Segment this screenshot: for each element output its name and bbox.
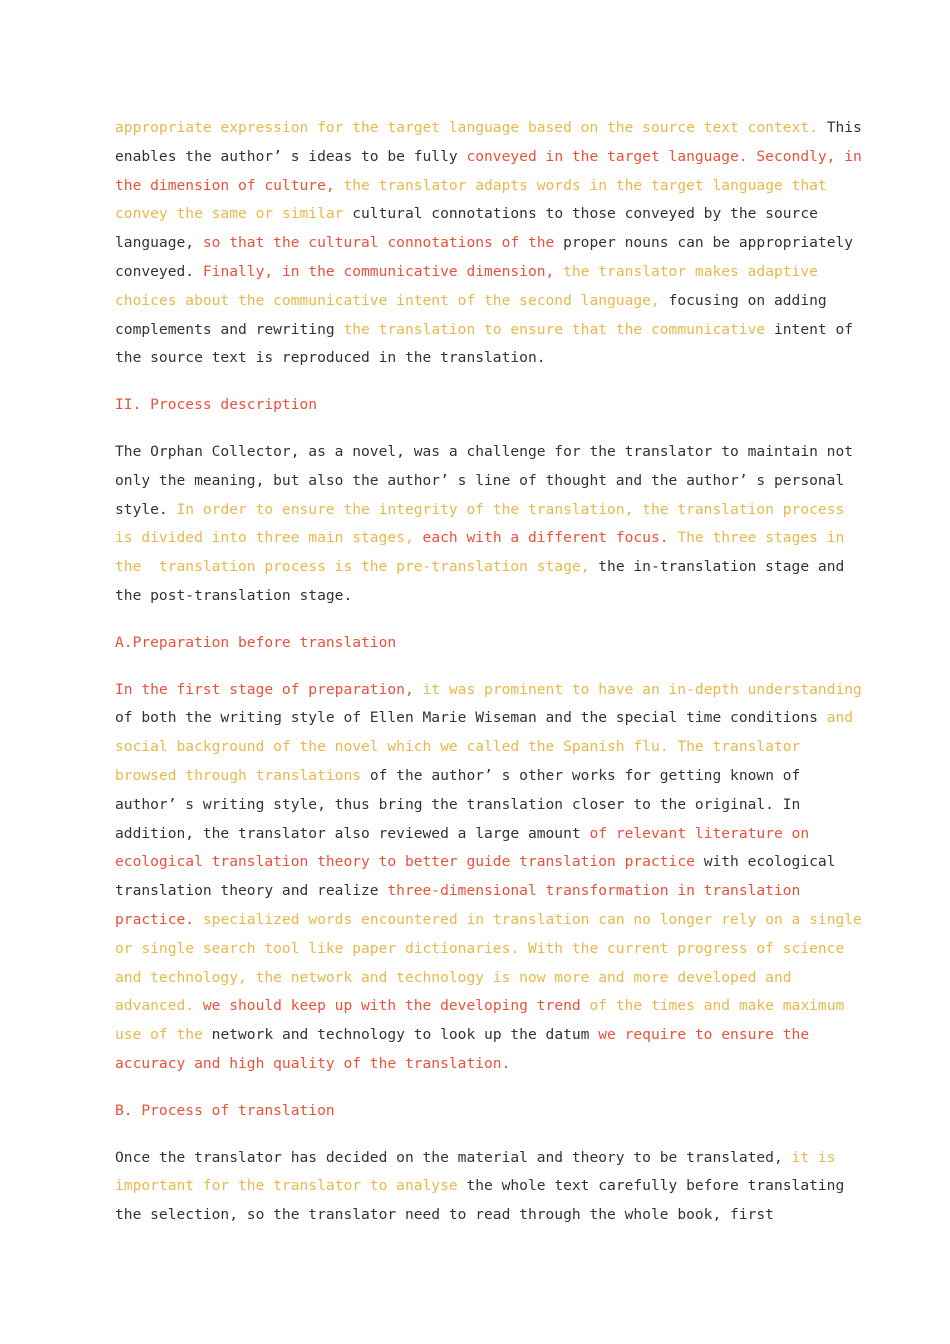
body-text: the source text is reproduced in the translation. bbox=[115, 349, 546, 367]
highlight-yellow-text: it is bbox=[791, 1148, 836, 1166]
text-line bbox=[115, 172, 837, 201]
highlight-yellow-text: use of the bbox=[115, 1026, 212, 1044]
body-text: Once the translator has decided on the material and theory to be translated, bbox=[115, 1148, 792, 1166]
highlight-yellow-text: appropriate expression for the target language based on the source text context. bbox=[115, 119, 827, 136]
highlight-yellow-text: choices about the communicative intent of the second language, bbox=[115, 291, 669, 309]
highlight-yellow-text: of the times and make maximum bbox=[589, 997, 845, 1015]
text-line bbox=[115, 524, 845, 553]
highlight-red-text: Finally, in the communicative dimension, bbox=[202, 262, 564, 280]
highlight-red-text: we should keep up with the developing trend bbox=[202, 997, 590, 1015]
text-line bbox=[115, 438, 854, 467]
paragraph-preparation bbox=[115, 676, 862, 1079]
body-text: enables the author’ s ideas to be fully bbox=[115, 147, 467, 165]
text-line bbox=[115, 935, 845, 964]
text-line bbox=[115, 229, 854, 258]
text-line bbox=[115, 114, 862, 143]
body-text: the whole text carefully before translating bbox=[466, 1177, 845, 1195]
body-text: cultural connotations to those conveyed by the source bbox=[352, 205, 818, 223]
body-text: intent of bbox=[773, 320, 854, 338]
highlight-red-text: so that the cultural connotations of the bbox=[202, 234, 564, 252]
body-text: style. bbox=[115, 500, 177, 518]
highlight-red-text: the dimension of culture, bbox=[115, 176, 344, 194]
text-line bbox=[115, 1201, 837, 1230]
body-text: network and technology to look up the datum bbox=[211, 1026, 599, 1044]
text-line bbox=[115, 762, 837, 791]
body-text: The Orphan Collector, as a novel, was a challenge for the translator to maintain not bbox=[115, 442, 854, 460]
text-line bbox=[115, 992, 845, 1021]
highlight-yellow-text: browsed through translations bbox=[115, 766, 370, 784]
highlight-yellow-text: and technology, the network and technology is now more and more developed and bbox=[115, 968, 792, 986]
paragraph-intro-continued bbox=[115, 114, 862, 373]
heading-process-of-translation: B. Process of translation bbox=[115, 1101, 335, 1119]
highlight-yellow-text: specialized words encountered in translation can no longer rely on a single bbox=[202, 910, 862, 928]
highlight-yellow-text: the translator adapts words in the target language that bbox=[343, 176, 827, 194]
highlight-yellow-text: In order to ensure the integrity of the translation, the translation process bbox=[176, 500, 845, 518]
highlight-yellow-text: the translation process is the pre-translation stage, bbox=[115, 558, 599, 576]
highlight-yellow-text: advanced. bbox=[115, 997, 203, 1015]
body-text: with ecological bbox=[703, 853, 836, 871]
text-line bbox=[115, 791, 837, 820]
body-text: the in-translation stage and bbox=[598, 558, 845, 576]
text-line bbox=[115, 820, 837, 849]
text-line bbox=[115, 964, 837, 993]
heading-preparation: A.Preparation before translation bbox=[115, 633, 397, 651]
body-text: translation theory and realize bbox=[115, 882, 388, 900]
body-text: only the meaning, but also the author’ s line of thought and the author’ s personal bbox=[115, 471, 845, 489]
highlight-red-text: each with a different focus. bbox=[422, 529, 678, 547]
body-text: the selection, so the translator need to read through the whole book, first bbox=[115, 1206, 774, 1224]
highlight-red-text: ecological translation theory to better guide translation practice bbox=[115, 853, 704, 871]
highlight-yellow-text: or single search tool like paper dictionaries. With the current progress of science bbox=[115, 939, 845, 957]
text-line bbox=[115, 467, 845, 496]
body-text: the post-translation stage. bbox=[115, 586, 353, 604]
text-line bbox=[115, 676, 862, 705]
highlight-yellow-text: the translation to ensure that the communicative bbox=[343, 320, 774, 338]
text-line bbox=[115, 496, 845, 525]
paragraph-process-description bbox=[115, 438, 854, 611]
text-line bbox=[115, 582, 837, 611]
text-line bbox=[115, 906, 862, 935]
body-text: complements and rewriting bbox=[115, 320, 344, 338]
highlight-yellow-text: social background of the novel which we called the Spanish flu. The translator bbox=[115, 738, 801, 756]
text-line bbox=[115, 1144, 837, 1173]
highlight-red-text: of relevant literature on bbox=[589, 824, 810, 842]
text-line bbox=[115, 848, 837, 877]
highlight-yellow-text: The three stages in bbox=[677, 529, 845, 547]
text-line bbox=[115, 877, 837, 906]
text-line bbox=[115, 553, 845, 582]
body-text: author’ s writing style, thus bring the translation closer to the original. In bbox=[115, 795, 801, 813]
highlight-yellow-text: the translator makes adaptive bbox=[563, 262, 818, 280]
heading-process-description: II. Process description bbox=[115, 396, 318, 414]
highlight-red-text: conveyed in the target language. Secondly, in bbox=[466, 147, 862, 165]
body-text: proper nouns can be appropriately bbox=[563, 234, 854, 252]
highlight-yellow-text: and bbox=[826, 709, 854, 727]
text-line bbox=[115, 287, 837, 316]
highlight-red-text: In the first stage of preparation, bbox=[115, 680, 423, 698]
text-line bbox=[115, 1050, 837, 1079]
text-line bbox=[115, 143, 862, 172]
text-line bbox=[115, 344, 837, 373]
body-text: of both the writing style of Ellen Marie Wiseman and the special time conditions bbox=[115, 709, 827, 727]
document-page bbox=[115, 114, 862, 1248]
highlight-red-text: we require to ensure the bbox=[598, 1026, 810, 1044]
text-line bbox=[115, 733, 837, 762]
body-text: language, bbox=[115, 234, 203, 252]
body-text: addition, the translator also reviewed a large amount bbox=[115, 824, 590, 842]
highlight-yellow-text: is divided into three main stages, bbox=[115, 529, 423, 547]
text-line bbox=[115, 1021, 837, 1050]
body-text: of the author’ s other works for getting known of bbox=[369, 766, 801, 784]
text-line bbox=[115, 316, 854, 345]
highlight-red-text: practice. bbox=[115, 910, 203, 928]
body-text: conveyed. bbox=[115, 262, 203, 280]
highlight-red-text: accuracy and high quality of the translation. bbox=[115, 1054, 511, 1072]
text-line bbox=[115, 1172, 845, 1201]
paragraph-process-of-translation bbox=[115, 1144, 845, 1230]
text-line bbox=[115, 200, 837, 229]
highlight-yellow-text: convey the same or similar bbox=[115, 205, 353, 223]
body-text: This bbox=[826, 119, 862, 136]
text-line bbox=[115, 258, 837, 287]
highlight-yellow-text: important for the translator to analyse bbox=[115, 1177, 467, 1195]
highlight-red-text: three-dimensional transformation in translation bbox=[387, 882, 801, 900]
highlight-yellow-text: it was prominent to have an in-depth understanding bbox=[422, 680, 862, 698]
text-line bbox=[115, 704, 854, 733]
body-text: focusing on adding bbox=[668, 291, 827, 309]
